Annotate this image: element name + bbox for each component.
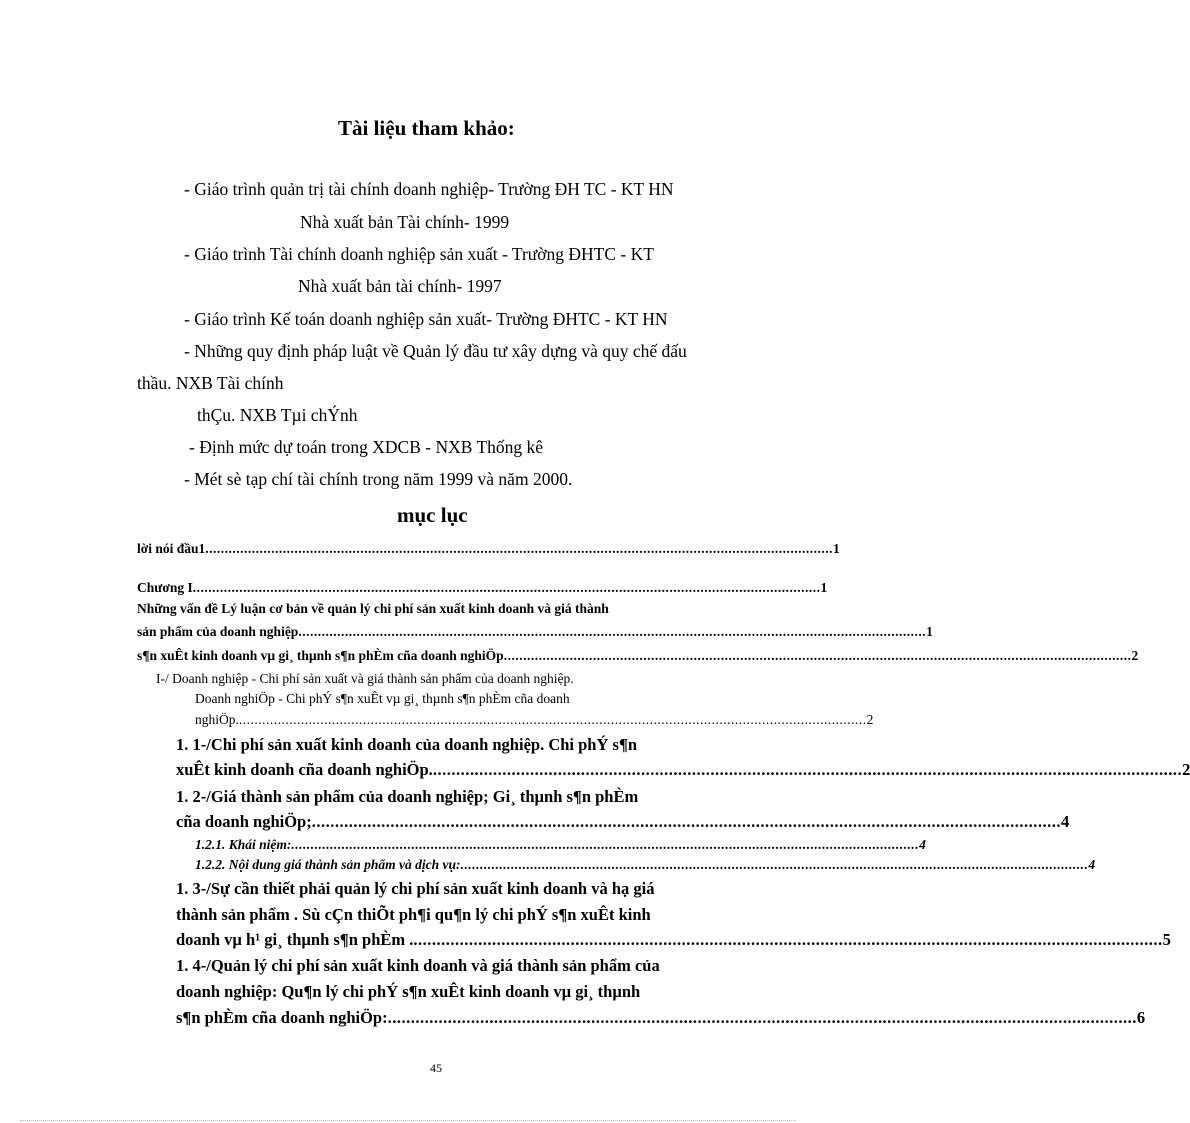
toc-entry-page: 1 <box>926 624 933 639</box>
toc-entry-text: thành sản phẩm . Sù cÇn thiÕt ph¶i qu¶n lý chi phÝ s¶n xuÊt kinh <box>176 905 651 924</box>
toc-entry[interactable]: Chương I .................................................................................................................................................................. 1 <box>137 580 828 595</box>
toc-entry-page: 4 <box>1088 857 1096 872</box>
toc-entry-text: 1. 1-/Chi phí sản xuất kinh doanh của doanh nghiệp. Chi phÝ s¶n <box>176 735 638 754</box>
toc-entry-page: 4 <box>1060 812 1070 831</box>
toc-entry-text: cña doanh nghiÖp; <box>176 812 312 831</box>
toc-entry-text: 1. 3-/Sự cần thiết phải quản lý chi phí sản xuất kinh doanh và hạ giá <box>176 879 655 898</box>
toc-entry-page: 2 <box>1182 760 1190 779</box>
reference-item: Nhà xuất bản tài chính- 1997 <box>298 276 502 296</box>
toc-entry-text: doanh vµ h¹ gi¸ thµnh s¶n phÈm . <box>176 930 414 949</box>
reference-item: Nhà xuất bản Tài chính- 1999 <box>300 212 510 232</box>
toc-entry-text: 1. 4-/Quản lý chi phí sản xuất kinh doanh và giá thành sản phẩm của <box>176 956 660 975</box>
toc-entry[interactable]: lời nói đầu1 .................................................................................................................................................................. 1 <box>137 541 840 556</box>
reference-item: thầu. NXB Tài chính <box>137 373 284 393</box>
references-title: Tài liệu tham khảo: <box>338 116 515 140</box>
toc-entry-text: 1.2.1. Khái niệm: <box>195 837 292 852</box>
toc-entry[interactable]: 1.2.1. Khái niệm: .................................................................................................................................................................. 4 <box>195 837 926 852</box>
toc-entry[interactable]: nghiÖp. .................................................................................................................................................................. 2 <box>195 712 874 727</box>
toc-entry[interactable]: 1.2.2. Nội dung giá thành sản phẩm và dịch vụ: .................................................................................................................................................................. 4 <box>195 857 1096 872</box>
toc-entry-text: doanh nghiệp: Qu¶n lý chi phÝ s¶n xuÊt kinh doanh vµ gi¸ thµnh <box>176 982 641 1001</box>
toc-entry-text: s¶n phÈm cña doanh nghiÖp: <box>176 1008 388 1027</box>
toc-entry-text: Chương I <box>137 580 193 595</box>
reference-item: - Mét sè tạp chí tài chính trong năm 1999 và năm 2000. <box>184 469 573 489</box>
reference-item: - Giáo trình quản trị tài chính doanh nghiệp- Trường ĐH TC - KT HN <box>184 179 674 199</box>
toc-entry[interactable]: doanh vµ h¹ gi¸ thµnh s¶n phÈm . .................................................................................................................................................................. 5 <box>176 930 1171 949</box>
toc-entry[interactable]: s¶n xuÊt kinh doanh vµ gi¸ thµnh s¶n phÈm cña doanh nghiÖp .................................................................................................................................................................. 2 <box>137 648 1139 663</box>
toc-entry-page: 6 <box>1136 1008 1146 1027</box>
reference-item: thÇu. NXB Tµi chÝnh <box>197 405 358 425</box>
reference-item: - Định mức dự toán trong XDCB - NXB Thống kê <box>189 437 544 457</box>
toc-entry[interactable]: xuÊt kinh doanh cña doanh nghiÖp. .................................................................................................................................................................. 2 <box>176 760 1190 779</box>
reference-item: - Giáo trình Kế toán doanh nghiệp sản xuất- Trường ĐHTC - KT HN <box>184 309 668 329</box>
toc-entry-text: 1. 2-/Giá thành sản phẩm của doanh nghiệp; Gi¸ thµnh s¶n phÈm <box>176 787 639 806</box>
toc-entry-text: Những vấn đề Lý luận cơ bản về quản lý chi phí sản xuất kinh doanh và giá thành <box>137 601 609 616</box>
toc-entry[interactable]: sản phẩm của doanh nghiệp .................................................................................................................................................................. 1 <box>137 624 933 639</box>
toc-entry-text: lời nói đầu1 <box>137 541 206 556</box>
toc-entry[interactable]: cña doanh nghiÖp; .................................................................................................................................................................. 4 <box>176 812 1070 831</box>
reference-item: - Những quy định pháp luật về Quản lý đầu tư xây dựng và quy chế đấu <box>184 341 687 361</box>
toc-entry-page: 1 <box>820 580 828 595</box>
toc-entry-page: 1 <box>833 541 840 556</box>
toc-entry-text: Doanh nghiÖp - Chi phÝ s¶n xuÊt vµ gi¸ thµnh s¶n phÈm cña doanh <box>195 691 570 706</box>
toc-entry-page: 5 <box>1162 930 1171 949</box>
toc-entry-text: s¶n xuÊt kinh doanh vµ gi¸ thµnh s¶n phÈm cña doanh nghiÖp <box>137 648 504 663</box>
reference-item: - Giáo trình Tài chính doanh nghiệp sản xuất - Trường ĐHTC - KT <box>184 244 654 264</box>
toc-entry-text: sản phẩm của doanh nghiệp <box>137 624 299 639</box>
toc-entry-page: 2 <box>1131 648 1139 663</box>
toc-entry-text: 1.2.2. Nội dung giá thành sản phẩm và dịch vụ: <box>195 857 461 872</box>
toc-title: mục lục <box>397 503 468 527</box>
toc-entry-text: xuÊt kinh doanh cña doanh nghiÖp. <box>176 760 433 779</box>
toc-entry-page: 2 <box>866 712 874 727</box>
toc-entry[interactable]: s¶n phÈm cña doanh nghiÖp: .................................................................................................................................................................. 6 <box>176 1008 1146 1027</box>
page-divider <box>20 1120 796 1121</box>
toc-entry-text: I-/ Doanh nghiệp - Chi phí sản xuất và giá thành sản phẩm của doanh nghiệp. <box>156 671 574 686</box>
toc-entry-page: 4 <box>919 837 926 852</box>
toc-entry-text: nghiÖp. <box>195 712 239 727</box>
page-number: 45 <box>430 1061 442 1075</box>
